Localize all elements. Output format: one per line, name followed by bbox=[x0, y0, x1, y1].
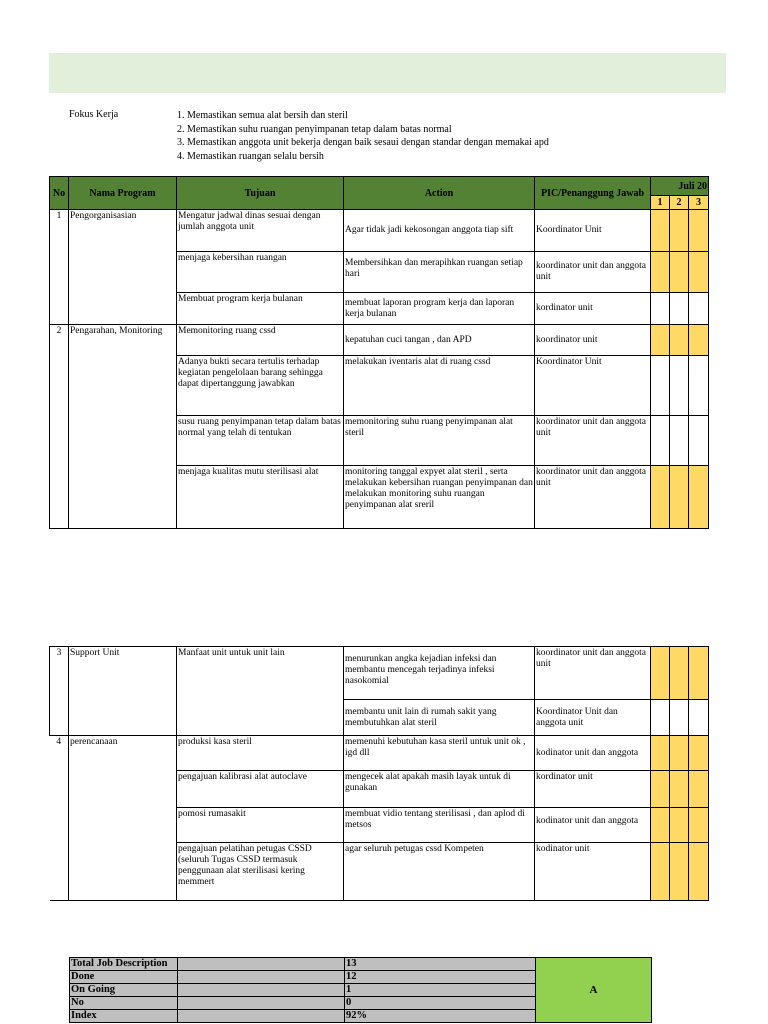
row-tujuan: Membuat program kerja bulanan bbox=[177, 293, 344, 325]
week-cell bbox=[689, 293, 709, 325]
summary-spacer bbox=[178, 997, 345, 1010]
week-cell bbox=[689, 466, 709, 529]
row-program: perencanaan bbox=[69, 736, 177, 901]
row-action: membuat laporan program kerja dan laporan kerja bulanan bbox=[344, 293, 535, 325]
row-pic: koordinator unit dan anggota unit bbox=[535, 647, 651, 700]
week-cell bbox=[689, 647, 709, 700]
focus-item: 4. Memastikan ruangan selalu bersih bbox=[177, 150, 324, 162]
week-cell bbox=[689, 700, 709, 736]
row-tujuan: susu ruang penyimpanan tetap dalam batas normal yang telah di tentukan bbox=[177, 416, 344, 466]
focus-list bbox=[177, 109, 549, 163]
row-no: 2 bbox=[50, 325, 69, 529]
table-row bbox=[50, 210, 709, 252]
row-action: agar seluruh petugas cssd Kompeten bbox=[344, 843, 535, 901]
col-header-week-2: 2 bbox=[670, 196, 689, 210]
summary-spacer bbox=[178, 1010, 345, 1023]
work-program-table bbox=[49, 176, 709, 529]
row-action: memenuhi kebutuhan kasa steril untuk unit ok , igd dll bbox=[344, 736, 535, 771]
col-header-month: Juli 20 bbox=[651, 177, 709, 196]
week-cell bbox=[670, 647, 689, 700]
week-cell bbox=[651, 700, 670, 736]
summary-no-value: 0 bbox=[345, 997, 536, 1010]
row-pic: koordinator unit dan anggota unit bbox=[535, 416, 651, 466]
row-action: Agar tidak jadi kekosongan anggota tiap sift bbox=[344, 210, 535, 252]
summary-done-label: Done bbox=[70, 971, 178, 984]
row-pic: koordinator unit bbox=[535, 325, 651, 356]
summary-total-label: Total Job Description bbox=[70, 958, 178, 971]
row-action: membantu unit lain di rumah sakit yang membutuhkan alat steril bbox=[344, 700, 535, 736]
col-header-tujuan: Tujuan bbox=[177, 177, 344, 210]
row-pic: Koordinator Unit bbox=[535, 210, 651, 252]
col-header-week-1: 1 bbox=[651, 196, 670, 210]
week-cell bbox=[651, 808, 670, 843]
col-header-program: Nama Program bbox=[69, 177, 177, 210]
row-action: memonitoring suhu ruang penyimpanan alat steril bbox=[344, 416, 535, 466]
row-pic: kodinator unit bbox=[535, 843, 651, 901]
col-header-pic: PIC/Penanggung Jawab bbox=[535, 177, 651, 210]
week-cell bbox=[670, 466, 689, 529]
week-cell bbox=[689, 356, 709, 416]
week-cell bbox=[670, 416, 689, 466]
row-action: monitoring tanggal expyet alat steril , serta melakukan kebersihan ruangan penyimpanan dan melakukan monitoring suhu ruangan penyimpanan alat sreril bbox=[344, 466, 535, 529]
table-row bbox=[50, 736, 709, 771]
col-header-no: No bbox=[50, 177, 69, 210]
summary-ongoing-value: 1 bbox=[345, 984, 536, 997]
week-cell bbox=[651, 843, 670, 901]
week-cell bbox=[651, 416, 670, 466]
week-cell bbox=[689, 210, 709, 252]
row-tujuan: pengajuan pelatihan petugas CSSD (seluruh Tugas CSSD termasuk penggunaan alat sterilisasi kering memmert bbox=[177, 843, 344, 901]
week-cell bbox=[651, 210, 670, 252]
week-cell bbox=[651, 771, 670, 808]
row-action: melakukan iventaris alat di ruang cssd bbox=[344, 356, 535, 416]
row-action: Membersihkan dan merapihkan ruangan setiap hari bbox=[344, 252, 535, 293]
week-cell bbox=[670, 771, 689, 808]
week-cell bbox=[670, 325, 689, 356]
grade-badge: A bbox=[536, 958, 652, 1023]
row-tujuan: menjaga kualitas mutu sterilisasi alat bbox=[177, 466, 344, 529]
focus-item: 2. Memastikan suhu ruangan penyimpanan tetap dalam batas normal bbox=[177, 123, 452, 135]
row-pic: koordinator unit dan anggota unit bbox=[535, 252, 651, 293]
row-pic: Koordinator Unit bbox=[535, 356, 651, 416]
row-tujuan: Mengatur jadwal dinas sesuai dengan jumlah anggota unit bbox=[177, 210, 344, 252]
focus-item: 1. Memastikan semua alat bersih dan steril bbox=[177, 110, 348, 121]
summary-no-label: No bbox=[70, 997, 178, 1010]
row-tujuan: Manfaat unit untuk unit lain bbox=[177, 647, 344, 736]
week-cell bbox=[670, 700, 689, 736]
row-action: mengecek alat apakah masih layak untuk di gunakan bbox=[344, 771, 535, 808]
row-action: membuat vidio tentang sterilisasi , dan aplod di metsos bbox=[344, 808, 535, 843]
summary-spacer bbox=[178, 958, 345, 971]
col-header-action: Action bbox=[344, 177, 535, 210]
summary-index-label: Index bbox=[70, 1010, 178, 1023]
row-tujuan: Adanya bukti secara tertulis terhadap kegiatan pengelolaan barang sehingga dapat dipertanggung jawabkan bbox=[177, 356, 344, 416]
summary-total-value: 13 bbox=[345, 958, 536, 971]
week-cell bbox=[689, 771, 709, 808]
week-cell bbox=[651, 356, 670, 416]
focus-label: Fokus Kerja bbox=[69, 109, 119, 120]
summary-spacer bbox=[178, 971, 345, 984]
row-pic: kodinator unit dan anggota bbox=[535, 808, 651, 843]
row-pic: kodinator unit dan anggota bbox=[535, 736, 651, 771]
row-tujuan: produksi kasa steril bbox=[177, 736, 344, 771]
table-row bbox=[50, 325, 709, 356]
week-cell bbox=[689, 843, 709, 901]
row-pic: koordinator unit dan anggota unit bbox=[535, 466, 651, 529]
row-no: 3 bbox=[50, 647, 69, 736]
week-cell bbox=[689, 808, 709, 843]
week-cell bbox=[670, 293, 689, 325]
week-cell bbox=[651, 325, 670, 356]
week-cell bbox=[670, 210, 689, 252]
week-cell bbox=[651, 466, 670, 529]
week-cell bbox=[689, 252, 709, 293]
summary-ongoing-label: On Going bbox=[70, 984, 178, 997]
row-program: Pengorganisasian bbox=[69, 210, 177, 325]
week-cell bbox=[670, 356, 689, 416]
week-cell bbox=[651, 252, 670, 293]
table-row bbox=[50, 647, 709, 700]
row-tujuan: menjaga kebersihan ruangan bbox=[177, 252, 344, 293]
row-tujuan: pengajuan kalibrasi alat autoclave bbox=[177, 771, 344, 808]
summary-spacer bbox=[178, 984, 345, 997]
row-no: 1 bbox=[50, 210, 69, 325]
week-cell bbox=[651, 647, 670, 700]
row-action: menurunkan angka kejadian infeksi dan membantu mencegah terjadinya infeksi nasokomial bbox=[344, 647, 535, 700]
row-program: Pengarahan, Monitoring bbox=[69, 325, 177, 529]
week-cell bbox=[689, 325, 709, 356]
col-header-week-3: 3 bbox=[689, 196, 709, 210]
week-cell bbox=[651, 293, 670, 325]
row-tujuan: pomosi rumasakit bbox=[177, 808, 344, 843]
summary-table bbox=[69, 957, 652, 1023]
week-cell bbox=[689, 736, 709, 771]
week-cell bbox=[651, 736, 670, 771]
row-pic: Koordinator Unit dan anggota unit bbox=[535, 700, 651, 736]
week-cell bbox=[670, 808, 689, 843]
row-tujuan: Memonitoring ruang cssd bbox=[177, 325, 344, 356]
table-header-row bbox=[50, 177, 709, 196]
summary-done-value: 12 bbox=[345, 971, 536, 984]
week-cell bbox=[670, 843, 689, 901]
work-program-table-continued bbox=[49, 646, 709, 901]
week-cell bbox=[670, 252, 689, 293]
focus-item: 3. Memastikan anggota unit bekerja dengan baik sesaui dengan standar dengan memakai apd bbox=[177, 137, 549, 148]
row-pic: kordinator unit bbox=[535, 293, 651, 325]
row-action: kepatuhan cuci tangan , dan APD bbox=[344, 325, 535, 356]
week-cell bbox=[670, 736, 689, 771]
summary-index-value: 92% bbox=[345, 1010, 536, 1023]
week-cell bbox=[689, 416, 709, 466]
title-banner bbox=[49, 53, 726, 93]
row-program: Support Unit bbox=[69, 647, 177, 736]
row-no: 4 bbox=[50, 736, 69, 901]
row-pic: kordinator unit bbox=[535, 771, 651, 808]
